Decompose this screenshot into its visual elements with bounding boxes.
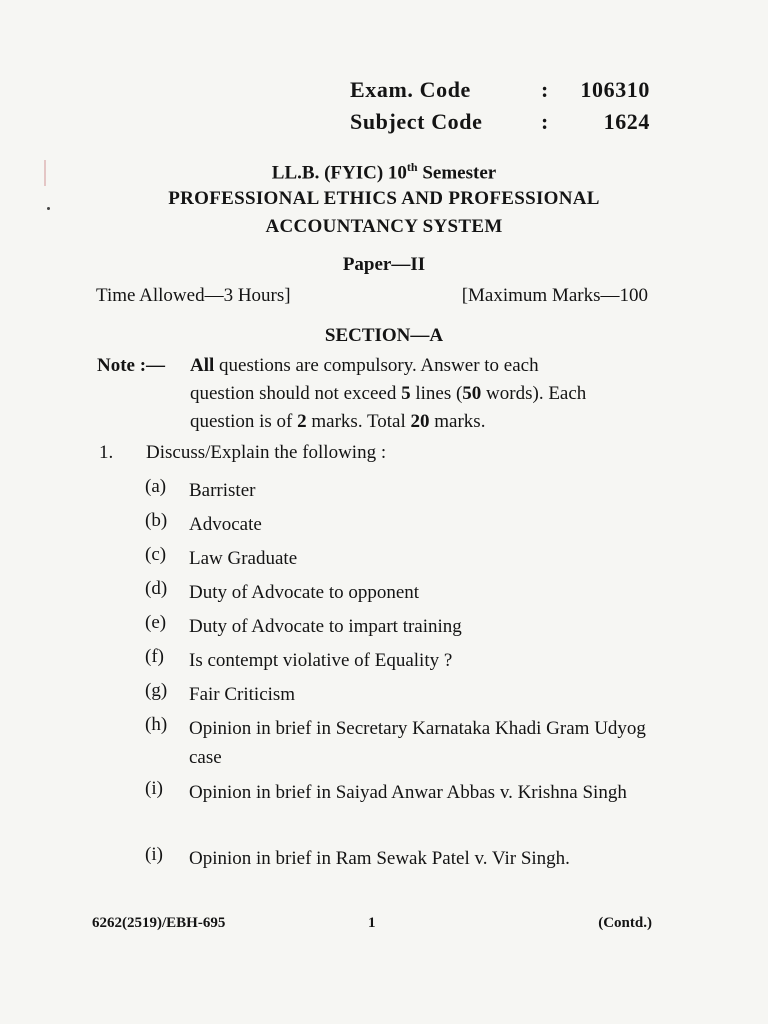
note-words-count: 50 <box>462 383 482 404</box>
section-title: SECTION—A <box>324 325 444 346</box>
note-marks-total: 20 <box>410 411 430 432</box>
semester-suffix: Semester <box>417 162 497 184</box>
item-text: Duty of Advocate to opponent <box>189 582 420 603</box>
note-lines-count: 5 <box>401 383 411 404</box>
course-title-line2: ACCOUNTANCY SYSTEM <box>265 216 503 237</box>
footer-contd: (Contd.) <box>598 915 652 931</box>
exam-code-row <box>350 74 650 106</box>
item-text: Barrister <box>189 480 256 501</box>
subject-code-label: Subject Code <box>350 109 483 134</box>
note-text <box>190 352 652 436</box>
question-text: Discuss/Explain the following : <box>146 442 387 463</box>
item-text: Advocate <box>189 514 262 535</box>
item-text: Duty of Advocate to impart training <box>189 616 462 637</box>
item-label: (i) <box>145 844 163 865</box>
note-line3-post: marks. <box>429 411 486 432</box>
exam-code-colon: : <box>541 77 549 102</box>
item-label: (c) <box>145 544 167 565</box>
item-text: Is contempt violative of Equality ? <box>189 650 453 671</box>
item-label: (f) <box>145 646 164 667</box>
time-marks-line <box>96 285 648 307</box>
item-label: (a) <box>145 476 167 497</box>
subject-code-value: 1624 <box>603 109 650 134</box>
note-line-1 <box>190 352 652 380</box>
footer-page-number: 1 <box>368 915 376 931</box>
subject-code-row <box>350 106 650 138</box>
exam-code-value: 106310 <box>580 77 650 102</box>
exam-code-label: Exam. Code <box>350 77 471 102</box>
note-line-3 <box>190 408 652 436</box>
note-line-2 <box>190 380 652 408</box>
subject-code-colon: : <box>541 109 549 134</box>
note-bold-all: All <box>190 355 215 376</box>
paper-number: Paper—II <box>342 254 426 275</box>
item-text: Opinion in brief in Ram Sewak Patel v. Vir Singh. <box>189 848 570 869</box>
item-label: (d) <box>145 578 168 599</box>
item-label: (g) <box>145 680 168 701</box>
item-label: (b) <box>145 510 168 531</box>
item-text: Opinion in brief in Secretary Karnataka Khadi Gram Udyog case <box>189 718 646 768</box>
note-line2-post: words). Each <box>481 383 587 404</box>
semester-sup: th <box>406 160 418 174</box>
note-line2-mid: lines ( <box>410 383 463 404</box>
semester-line <box>0 160 768 184</box>
question-number: 1. <box>99 442 114 463</box>
course-title-line1: PROFESSIONAL ETHICS AND PROFESSIONAL <box>168 188 600 209</box>
item-label: (i) <box>145 778 163 799</box>
note-line3-mid: marks. Total <box>306 411 411 432</box>
footer-paper-code: 6262(2519)/EBH-695 <box>92 915 226 931</box>
item-label: (h) <box>145 714 168 735</box>
item-text: Opinion in brief in Saiyad Anwar Abbas v. Krishna Singh <box>189 782 627 803</box>
note-label: Note :— <box>97 355 166 376</box>
item-text: Law Graduate <box>189 548 298 569</box>
semester-prefix: LL.B. (FYIC) 10 <box>271 162 407 184</box>
code-block <box>350 74 650 138</box>
note-line3-pre: question is of <box>190 411 298 432</box>
note-line1-rest: questions are compulsory. Answer to each <box>214 355 539 376</box>
note-line2-pre: question should not exceed <box>190 383 402 404</box>
item-label: (e) <box>145 612 167 633</box>
maximum-marks: [Maximum Marks—100 <box>461 285 648 306</box>
note-marks-each: 2 <box>297 411 307 432</box>
item-text: Fair Criticism <box>189 684 296 705</box>
time-allowed: Time Allowed—3 Hours] <box>96 285 291 306</box>
